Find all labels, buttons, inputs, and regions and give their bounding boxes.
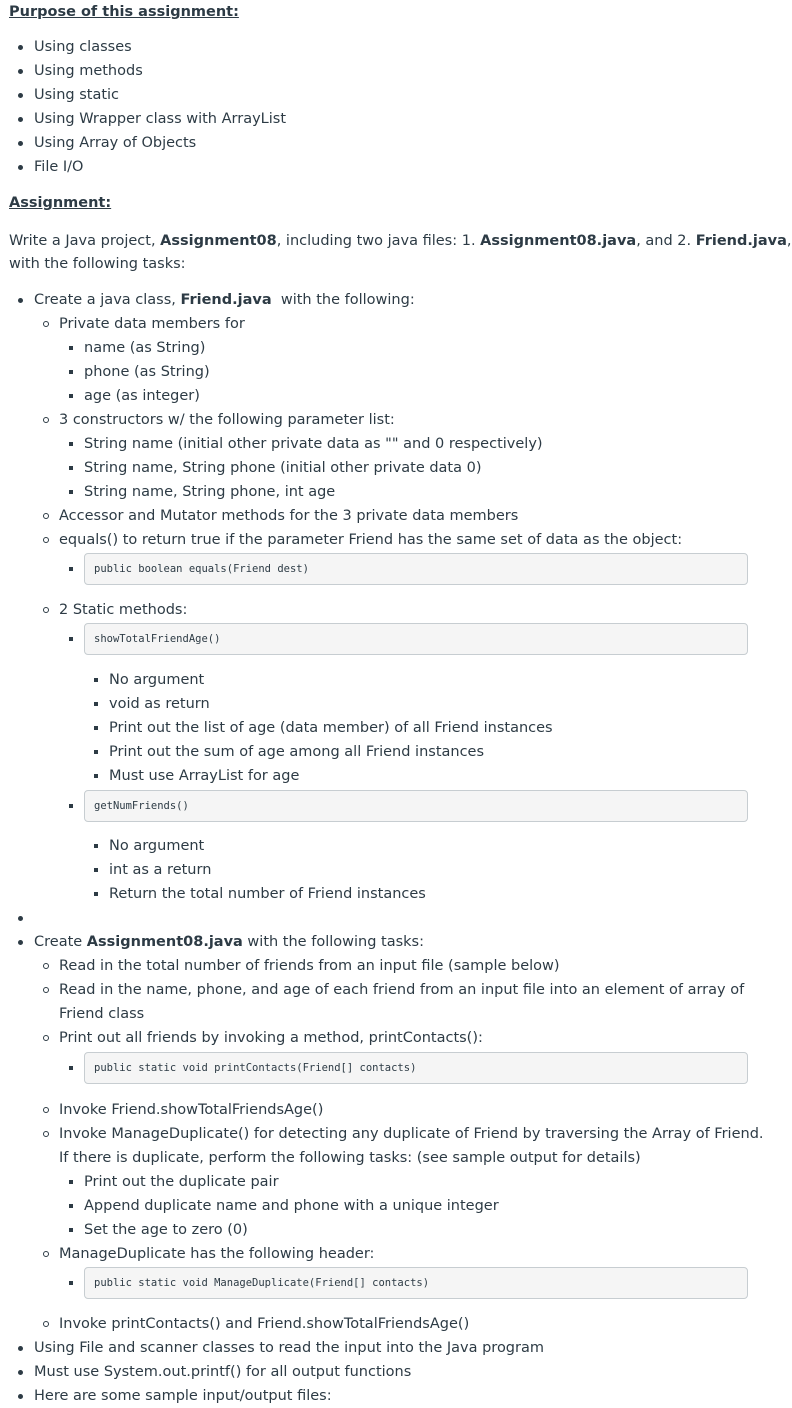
bullet [94, 750, 98, 754]
bullet [18, 141, 23, 146]
bullet [69, 490, 73, 494]
bullet [18, 1346, 23, 1351]
bullet [94, 702, 98, 706]
private-members-item: Private data members for [59, 316, 245, 332]
main-class-item: Create Assignment08.java with the following tasks: [34, 934, 424, 950]
bullet [43, 513, 49, 519]
friend-class-item: Create a java class, Friend.java with the following: [34, 292, 415, 308]
bullet [69, 1180, 73, 1184]
constructor-item: String name, String phone, int age [84, 484, 336, 500]
read-each-item-cont: Friend class [59, 1006, 145, 1022]
bullet [69, 1281, 73, 1285]
show-detail-item: void as return [109, 696, 210, 712]
bullet [69, 442, 73, 446]
get-num-friends-code-block: getNumFriends() [84, 790, 748, 822]
equals-code-block: public boolean equals(Friend dest) [84, 553, 748, 585]
invoke-show-item: Invoke Friend.showTotalFriendsAge() [59, 1102, 324, 1118]
show-detail-item: No argument [109, 672, 205, 688]
equals-item: equals() to return true if the parameter Friend has the same set of data as the object: [59, 532, 683, 548]
invoke-manage-item-cont: If there is duplicate, perform the following tasks: (see sample output for details) [59, 1150, 641, 1166]
purpose-item: Using Wrapper class with ArrayList [34, 111, 287, 127]
tail-item: Using File and scanner classes to read the input into the Java program [34, 1340, 544, 1356]
bullet [18, 940, 23, 945]
bullet [94, 868, 98, 872]
bullet [69, 370, 73, 374]
assignment-heading: Assignment: [9, 195, 112, 211]
show-detail-item: Print out the list of age (data member) of all Friend instances [109, 720, 553, 736]
bullet [94, 726, 98, 730]
constructor-item: String name, String phone (initial other private data 0) [84, 460, 482, 476]
bullet [18, 93, 23, 98]
bullet [94, 844, 98, 848]
bullet [43, 321, 49, 327]
bullet [94, 774, 98, 778]
getnum-detail-item: Return the total number of Friend instances [109, 886, 426, 902]
bullet [43, 1131, 49, 1137]
purpose-item: Using methods [34, 63, 143, 79]
bullet [43, 963, 49, 969]
bullet [18, 1394, 23, 1399]
bullet [43, 1107, 49, 1113]
purpose-item: Using static [34, 87, 120, 103]
bullet [43, 1321, 49, 1327]
bullet [43, 607, 49, 613]
read-each-item: Read in the name, phone, and age of each friend from an input file into an element of array of [59, 982, 745, 998]
show-detail-item: Print out the sum of age among all Friend instances [109, 744, 485, 760]
bullet [43, 987, 49, 993]
purpose-item: Using classes [34, 39, 132, 55]
member-item: name (as String) [84, 340, 206, 356]
bullet [69, 466, 73, 470]
bullet [18, 69, 23, 74]
invoke-print-item: Invoke printContacts() and Friend.showTotalFriendsAge() [59, 1316, 470, 1332]
invoke-manage-item: Invoke ManageDuplicate() for detecting any duplicate of Friend by traversing the Array of Friend. [59, 1126, 764, 1142]
bullet [94, 892, 98, 896]
member-item: phone (as String) [84, 364, 210, 380]
bullet [18, 1370, 23, 1375]
member-item: age (as integer) [84, 388, 200, 404]
manage-header-item: ManageDuplicate has the following header: [59, 1246, 375, 1262]
duplicate-item: Set the age to zero (0) [84, 1222, 248, 1238]
purpose-item: Using Array of Objects [34, 135, 197, 151]
read-total-item: Read in the total number of friends from an input file (sample below) [59, 958, 560, 974]
bullet [18, 298, 23, 303]
bullet [18, 165, 23, 170]
duplicate-item: Print out the duplicate pair [84, 1174, 279, 1190]
bullet [69, 1066, 73, 1070]
getnum-detail-item: int as a return [109, 862, 212, 878]
bullet [69, 346, 73, 350]
duplicate-item: Append duplicate name and phone with a unique integer [84, 1198, 499, 1214]
bullet [43, 1035, 49, 1041]
bullet [69, 1228, 73, 1232]
empty-bullet [18, 916, 23, 921]
bullet [69, 804, 73, 808]
tail-item: Here are some sample input/output files: [34, 1388, 332, 1404]
bullet [43, 1251, 49, 1257]
bullet [69, 394, 73, 398]
bullet [43, 417, 49, 423]
bullet [18, 45, 23, 50]
accessors-item: Accessor and Mutator methods for the 3 private data members [59, 508, 519, 524]
bullet [69, 567, 73, 571]
print-all-item: Print out all friends by invoking a method, printContacts(): [59, 1030, 483, 1046]
bullet [69, 637, 73, 641]
bullet [18, 117, 23, 122]
purpose-item: File I/O [34, 159, 84, 175]
constructors-item: 3 constructors w/ the following parameter list: [59, 412, 395, 428]
show-detail-item: Must use ArrayList for age [109, 768, 300, 784]
constructor-item: String name (initial other private data as "" and 0 respectively) [84, 436, 543, 452]
manage-duplicate-code-block: public static void ManageDuplicate(Friend[] contacts) [84, 1267, 748, 1299]
tail-item: Must use System.out.printf() for all output functions [34, 1364, 412, 1380]
print-contacts-code-block: public static void printContacts(Friend[] contacts) [84, 1052, 748, 1084]
intro-line-1: Write a Java project, Assignment08, including two java files: 1. Assignment08.java, and 2. Friend.java, [9, 233, 792, 249]
getnum-detail-item: No argument [109, 838, 205, 854]
show-total-code-block: showTotalFriendAge() [84, 623, 748, 655]
intro-line-2: with the following tasks: [9, 256, 186, 272]
bullet [69, 1204, 73, 1208]
bullet [43, 537, 49, 543]
static-methods-item: 2 Static methods: [59, 602, 188, 618]
purpose-heading: Purpose of this assignment: [9, 4, 239, 20]
bullet [94, 678, 98, 682]
